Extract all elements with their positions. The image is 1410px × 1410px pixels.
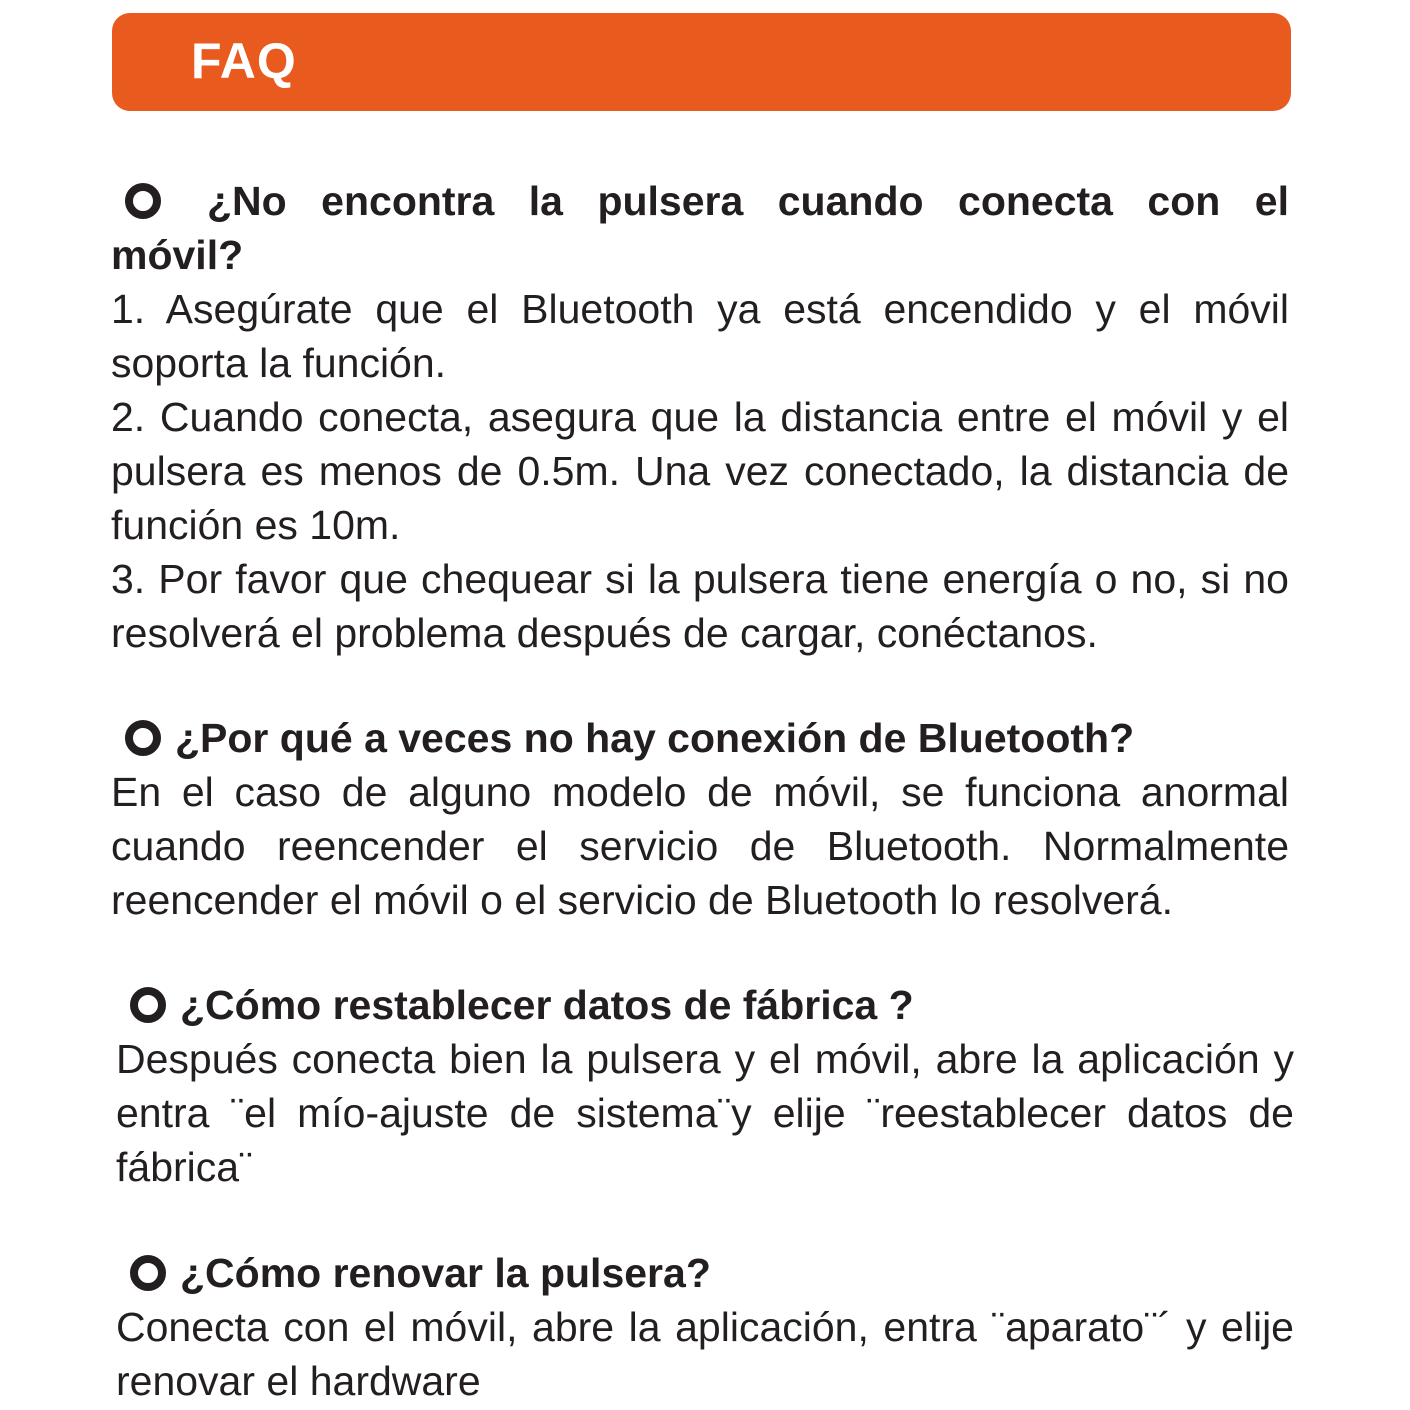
faq-answer bbox=[116, 1032, 1294, 1194]
faq-answer-line: En el caso de alguno modelo de móvil, se funciona anormal cuando reencender el servicio de Bluetooth. Normalmente reencender el móvil o el servicio de Bluetooth lo resolverá. bbox=[111, 769, 1289, 923]
page-title: FAQ bbox=[191, 33, 297, 89]
circle-bullet-icon bbox=[125, 183, 161, 219]
faq-question bbox=[111, 174, 1289, 282]
faq-item-renew bbox=[116, 1246, 1294, 1408]
faq-item-not-found bbox=[111, 174, 1289, 660]
faq-answer-line: 1. Asegúrate que el Bluetooth ya está encendido y el móvil soporta la función. bbox=[111, 286, 1289, 386]
faq-answer-line: Conecta con el móvil, abre la aplicación, entra ¨aparato¨´ y elije renovar el hardware bbox=[116, 1304, 1294, 1404]
faq-question-text: ¿Cómo renovar la pulsera? bbox=[180, 1250, 711, 1296]
faq-question bbox=[111, 711, 1289, 765]
faq-question-text: ¿No encontra la pulsera cuando conecta con el móvil? bbox=[111, 178, 1289, 278]
faq-question bbox=[116, 978, 1294, 1032]
circle-bullet-icon bbox=[125, 720, 161, 756]
faq-answer-line: 3. Por favor que chequear si la pulsera tiene energía o no, si no resolverá el problema después de cargar, conéctanos. bbox=[111, 556, 1289, 656]
faq-question-text: ¿Cómo restablecer datos de fábrica ? bbox=[180, 982, 914, 1028]
faq-question bbox=[116, 1246, 1294, 1300]
circle-bullet-icon bbox=[130, 987, 166, 1023]
faq-question-text: ¿Por qué a veces no hay conexión de Bluetooth? bbox=[175, 715, 1135, 761]
circle-bullet-icon bbox=[130, 1255, 166, 1291]
faq-answer-line: Después conecta bien la pulsera y el móvil, abre la aplicación y entra ¨el mío-ajuste de sistema¨y elije ¨reestablecer datos de fábrica¨ bbox=[116, 1036, 1294, 1190]
faq-answer bbox=[116, 1300, 1294, 1408]
faq-answer bbox=[111, 282, 1289, 660]
faq-item-bluetooth bbox=[111, 711, 1289, 927]
faq-answer-line: 2. Cuando conecta, asegura que la distancia entre el móvil y el pulsera es menos de 0.5m. Una vez conectado, la distancia de función es 10m. bbox=[111, 394, 1289, 548]
faq-item-factory-reset bbox=[116, 978, 1294, 1194]
faq-header-bar bbox=[112, 13, 1291, 111]
faq-answer bbox=[111, 765, 1289, 927]
